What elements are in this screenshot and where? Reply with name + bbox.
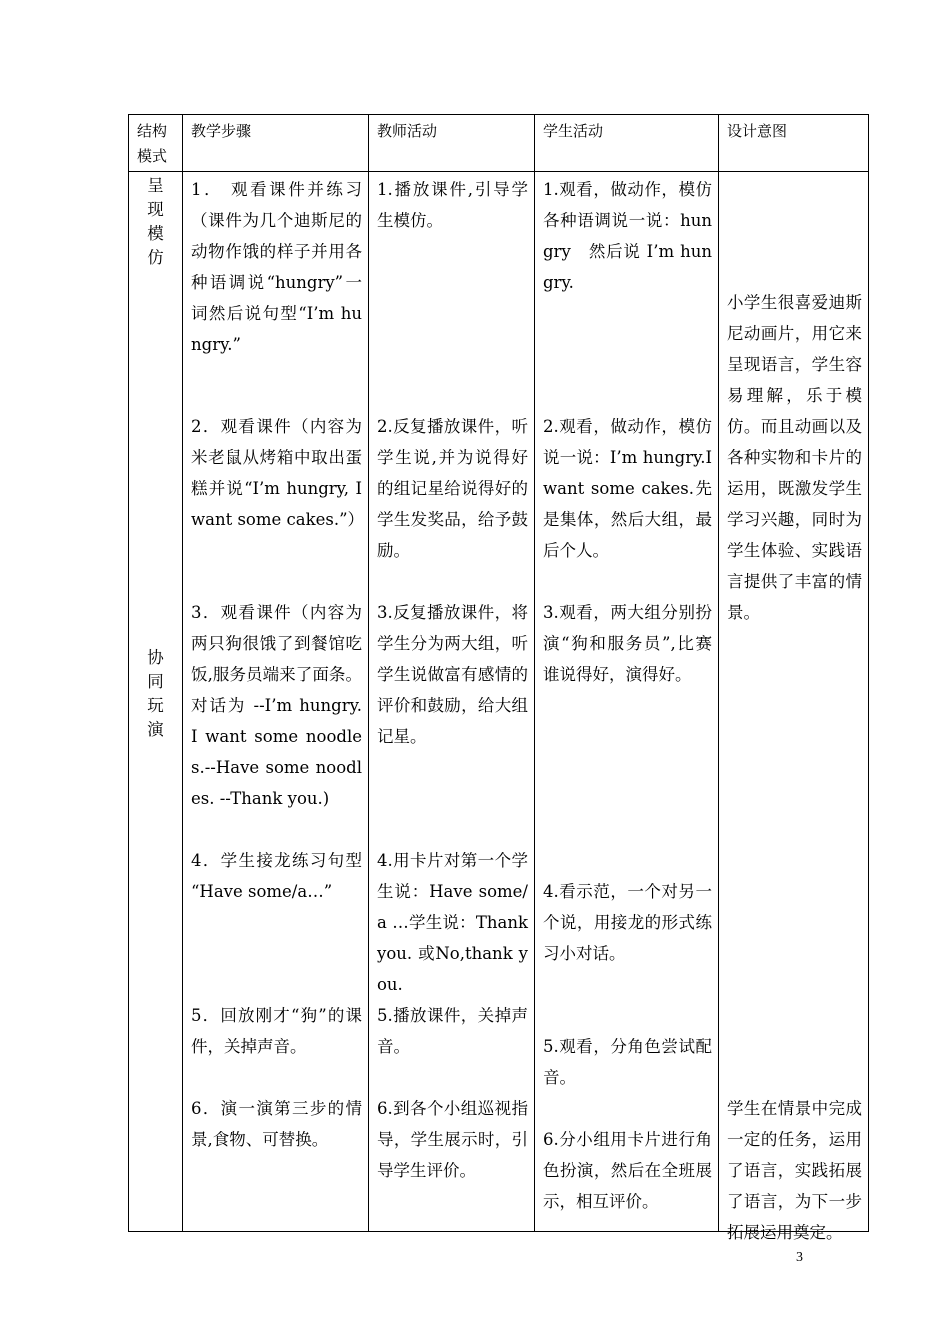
student-activity-cell xyxy=(535,172,719,1232)
structure-mode-cell xyxy=(129,172,183,1232)
student-activity-3: 3.观看，两大组分别扮演“狗和服务员”,比赛谁说得好，演得好。 xyxy=(543,603,712,684)
step-2: 2．观看课件（内容为米老鼠从烤箱中取出蛋糕并说“I’m hungry, I want some cakes.”） xyxy=(191,417,368,529)
header-row xyxy=(129,115,869,172)
design-intent-2: 学生在情景中完成一定的任务，运用了语言，实践拓展了语言，为下一步拓展运用奠定。 xyxy=(727,1099,862,1242)
teacher-activity-cell xyxy=(369,172,535,1232)
step-1: 1． 观看课件并练习（课件为几个迪斯尼的动物作饿的样子并用各种语调说“hungry”一词然后说句型“I’m hungry.” xyxy=(191,180,362,354)
step-6: 6．演一演第三步的情景,食物、可替换。 xyxy=(191,1099,362,1149)
design-intent-1: 小学生很喜爱迪斯尼动画片，用它来呈现语言，学生容易理解，乐于模仿。而且动画以及各种实物和卡片的运用，既激发学生学习兴趣，同时为学生体验、实践语言提供了丰富的情景。 xyxy=(727,293,862,622)
student-activity-2: 2.观看，做动作，模仿说一说：I’m hungry.I want some cakes.先是集体，然后大组，最后个人。 xyxy=(543,417,718,560)
student-activity-1: 1.观看，做动作，模仿各种语调说一说：hungry 然后说 I’m hungry. xyxy=(543,180,712,292)
student-activity-5: 5.观看，分角色尝试配音。 xyxy=(543,1037,712,1087)
page-number: 3 xyxy=(796,1250,803,1265)
body-row xyxy=(129,172,869,1232)
header-teacher-activity: 教师活动 xyxy=(369,115,535,172)
header-student-activity: 学生活动 xyxy=(535,115,719,172)
design-intent-cell xyxy=(719,172,869,1242)
teacher-activity-6: 6.到各个小组巡视指导，学生展示时，引导学生评价。 xyxy=(377,1099,528,1180)
teacher-activity-2: 2.反复播放课件，听学生说,并为说得好的组记星给说得好的学生发奖品，给予鼓励。 xyxy=(377,417,528,560)
teacher-activity-4: 4.用卡片对第一个学生说：Have some/a …学生说：Thank you. 或No,thank you. xyxy=(377,851,534,994)
teacher-activity-3: 3.反复播放课件，将学生分为两大组，听学生说做富有感情的评价和鼓励，给大组记星。 xyxy=(377,603,528,746)
header-design-intent: 设计意图 xyxy=(719,115,869,172)
lesson-plan-table xyxy=(128,114,869,1242)
teaching-steps-cell xyxy=(183,172,369,1232)
student-activity-4: 4.看示范，一个对另一个说，用接龙的形式练习小对话。 xyxy=(543,882,712,963)
mode-label-present-imitate: 呈 现 模 仿 xyxy=(147,176,164,267)
step-5: 5．回放刚才“狗”的课件，关掉声音。 xyxy=(191,1006,362,1056)
teacher-activity-5: 5.播放课件，关掉声音。 xyxy=(377,1006,528,1056)
step-3: 3．观看课件（内容为两只狗很饿了到餐馆吃饭,服务员端来了面条。对话为 --I’m hungry. I want some noodles.--Have some noodles. --Thank you.) xyxy=(191,603,368,808)
mode-label-cooperate-act: 协 同 玩 演 xyxy=(147,648,164,739)
student-activity-6: 6.分小组用卡片进行角色扮演，然后在全班展示，相互评价。 xyxy=(543,1130,712,1211)
step-4: 4．学生接龙练习句型 “Have some/a…” xyxy=(191,851,368,901)
header-teaching-steps: 教学步骤 xyxy=(183,115,369,172)
teacher-activity-1: 1.播放课件,引导学生模仿。 xyxy=(377,180,528,230)
header-structure-mode: 结构模式 xyxy=(129,115,183,172)
